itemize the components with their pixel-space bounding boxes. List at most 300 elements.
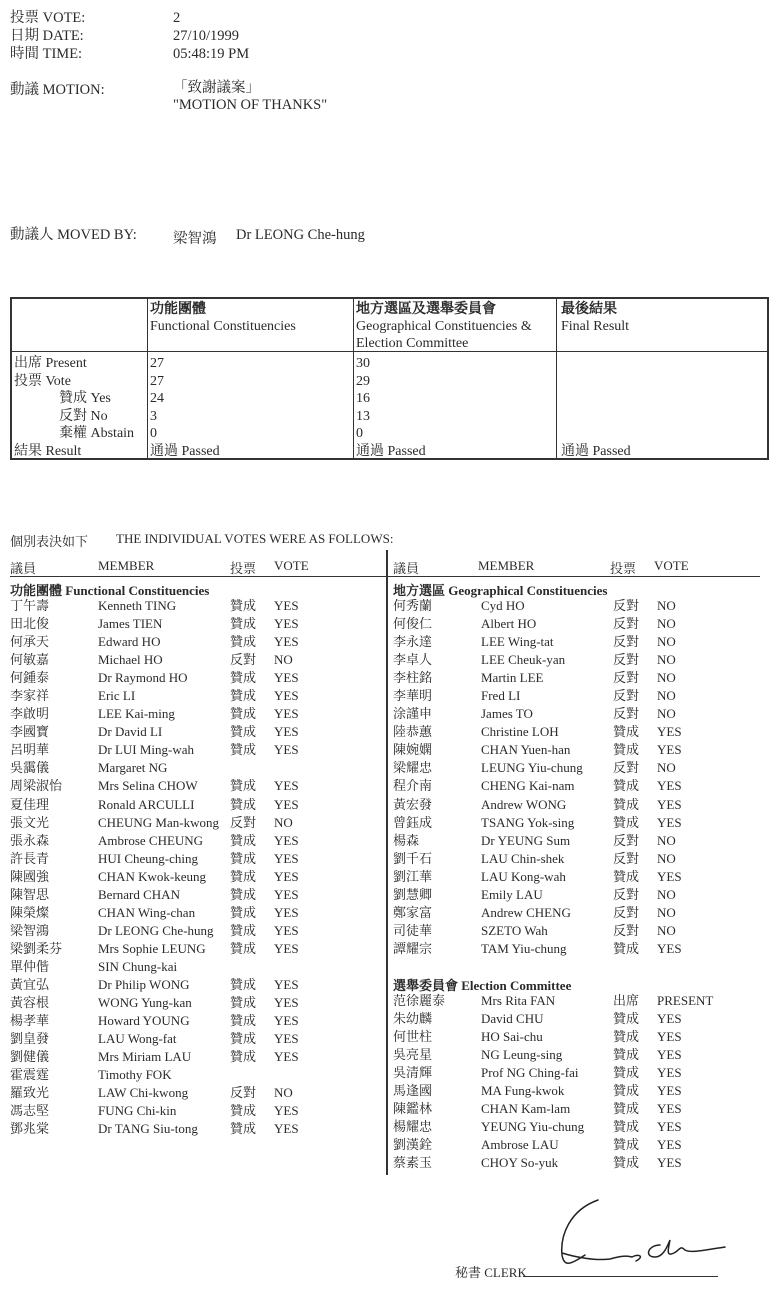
member-vote-row [10, 904, 380, 922]
vote-zh: 反對 [613, 634, 640, 650]
member-name-zh: 周梁淑怡 [10, 778, 63, 794]
vote-zh: 贊成 [230, 1031, 257, 1047]
time-value: 05:48:19 PM [173, 46, 250, 62]
member-name-zh: 李華明 [393, 688, 433, 704]
vote-zh: 贊成 [613, 940, 640, 956]
vote-en: YES [274, 634, 299, 650]
vote-zh: 反對 [613, 688, 640, 704]
geographical-member-list [393, 597, 773, 958]
member-name-en: YEUNG Yiu-chung [481, 1119, 585, 1135]
member-name-zh: 何敏嘉 [10, 652, 50, 668]
vote-en: YES [657, 742, 682, 758]
member-name-zh: 梁劉柔芬 [10, 940, 63, 956]
col-header-geographical: 地方選區及選舉委員會 Geographical Constituencies & Election Committee [356, 302, 532, 351]
vote-en: NO [274, 652, 293, 668]
vote-zh: 贊成 [613, 814, 640, 830]
member-name-en: Fred LI [481, 688, 521, 704]
vote-en: YES [274, 868, 299, 884]
member-vote-row [393, 850, 773, 868]
section-functional-title: 功能團體 Functional Constituencies [10, 583, 210, 598]
member-name-zh: 陳婉嫻 [393, 742, 433, 758]
row-label-result: 結果 Result [14, 443, 82, 459]
member-name-en: Albert HO [481, 616, 537, 632]
member-name-zh: 呂明華 [10, 742, 50, 758]
member-vote-row [393, 1046, 773, 1064]
member-name-zh: 劉江華 [393, 868, 433, 884]
member-name-en: Dr Raymond HO [98, 670, 188, 686]
member-vote-row [393, 705, 773, 723]
member-name-zh: 黃宜弘 [10, 976, 50, 992]
vote-zh: 贊成 [613, 724, 640, 740]
member-name-en: Dr TANG Siu-tong [98, 1121, 198, 1137]
vote-zh: 反對 [613, 850, 640, 866]
member-vote-row [10, 615, 380, 633]
member-name-en: NG Leung-sing [481, 1047, 563, 1063]
member-vote-row [393, 1154, 773, 1172]
member-name-zh: 陳鑑林 [393, 1101, 433, 1117]
member-vote-row [10, 777, 380, 795]
member-vote-row [393, 1118, 773, 1136]
member-name-en: Dr Philip WONG [98, 976, 190, 992]
vote-zh: 贊成 [230, 940, 257, 956]
vote-en: YES [657, 1101, 682, 1117]
member-vote-row [393, 940, 773, 958]
mover-name-en: Dr LEONG Che-hung [236, 227, 365, 243]
member-name-zh: 朱幼麟 [393, 1011, 433, 1027]
col-header-member-zh: 議員 [10, 561, 37, 576]
col-header-vote-en: VOTE [654, 558, 689, 573]
vote-zh: 反對 [613, 760, 640, 776]
vote-en: YES [657, 1029, 682, 1045]
vote-en: YES [274, 850, 299, 866]
member-name-zh: 劉千石 [393, 850, 433, 866]
vote-zh: 贊成 [613, 742, 640, 758]
motion-title-zh: 「致謝議案」 [173, 80, 260, 96]
vote-zh: 贊成 [230, 1049, 257, 1065]
member-vote-row [10, 1066, 380, 1084]
member-vote-row [10, 958, 380, 976]
member-name-en: Christine LOH [481, 724, 559, 740]
vote-zh: 贊成 [613, 1047, 640, 1063]
motion-label: 動議 MOTION: [10, 82, 105, 98]
member-vote-row [393, 597, 773, 615]
member-name-en: Ronald ARCULLI [98, 796, 195, 812]
vote-en: NO [657, 616, 676, 632]
vote-en: YES [657, 1011, 682, 1027]
vote-en: YES [657, 1119, 682, 1135]
vote-en: NO [657, 670, 676, 686]
vote-en: YES [274, 886, 299, 902]
member-vote-row [10, 1120, 380, 1138]
member-name-en: Emily LAU [481, 886, 543, 902]
vote-zh: 贊成 [230, 1013, 257, 1029]
member-vote-row [10, 633, 380, 651]
member-name-en: TSANG Yok-sing [481, 814, 575, 830]
member-vote-row [10, 759, 380, 777]
vote-en: YES [274, 706, 299, 722]
vote-en: YES [274, 832, 299, 848]
member-name-en: Kenneth TING [98, 598, 177, 613]
member-name-zh: 陸恭蕙 [393, 724, 433, 740]
vote-zh: 贊成 [230, 995, 257, 1011]
column-divider [386, 550, 388, 1175]
section-geographical-title: 地方選區 Geographical Constituencies [393, 583, 608, 598]
member-vote-row [10, 796, 380, 814]
member-name-zh: 曾鈺成 [393, 814, 433, 830]
vote-en: NO [657, 706, 676, 722]
vote-zh: 反對 [230, 1085, 257, 1101]
vote-number-label: 投票 VOTE: [10, 10, 86, 26]
vote-en: YES [657, 796, 682, 812]
member-name-en: Andrew WONG [481, 796, 567, 812]
member-name-en: CHAN Wing-chan [98, 904, 196, 920]
vote-zh: 贊成 [613, 1029, 640, 1045]
member-name-en: Howard YOUNG [98, 1013, 190, 1029]
member-name-zh: 鄭家富 [393, 904, 433, 920]
member-vote-row [393, 886, 773, 904]
vote-zh: 贊成 [230, 706, 257, 722]
member-name-zh: 黃宏發 [393, 796, 433, 812]
member-name-en: Bernard CHAN [98, 886, 180, 902]
member-vote-row [393, 615, 773, 633]
member-name-zh: 梁耀忠 [393, 760, 433, 776]
vote-zh: 贊成 [230, 616, 257, 632]
vote-en: NO [657, 832, 676, 848]
vote-en: YES [274, 670, 299, 686]
vote-en: YES [274, 742, 299, 758]
member-name-zh: 何承天 [10, 634, 50, 650]
vote-zh: 贊成 [613, 1101, 640, 1117]
member-name-zh: 黃容根 [10, 995, 50, 1011]
election-member-list [393, 992, 773, 1172]
vote-zh: 贊成 [613, 1137, 640, 1153]
vote-zh: 贊成 [230, 742, 257, 758]
member-vote-row [10, 741, 380, 759]
individual-votes-title-en: THE INDIVIDUAL VOTES WERE AS FOLLOWS: [116, 531, 394, 546]
vote-en: YES [657, 1065, 682, 1081]
vote-zh: 反對 [613, 706, 640, 722]
member-name-en: Edward HO [98, 634, 161, 650]
vote-en: NO [657, 922, 676, 938]
member-name-en: CHAN Yuen-han [481, 742, 571, 758]
functional-counts: 27 27 24 3 0 通過 Passed [150, 356, 220, 459]
vote-zh: 贊成 [613, 1155, 640, 1171]
vote-en: NO [657, 634, 676, 650]
member-name-en: Andrew CHENG [481, 904, 571, 920]
member-name-zh: 吳清輝 [393, 1065, 433, 1081]
member-vote-row [393, 814, 773, 832]
member-name-zh: 田北俊 [10, 616, 50, 632]
vote-zh: 贊成 [230, 796, 257, 812]
vote-zh: 贊成 [230, 1103, 257, 1119]
member-vote-row [10, 597, 380, 615]
vote-en: YES [274, 616, 299, 632]
table-divider [147, 299, 148, 458]
vote-en: PRESENT [657, 993, 714, 1008]
col-header-member-zh: 議員 [393, 561, 420, 576]
member-vote-row [10, 994, 380, 1012]
member-name-en: LAU Chin-shek [481, 850, 565, 866]
row-label-no: 反對 No [59, 408, 108, 424]
member-vote-row [393, 687, 773, 705]
member-name-en: CHAN Kwok-keung [98, 868, 206, 884]
member-name-zh: 楊孝華 [10, 1013, 50, 1029]
member-name-zh: 何世柱 [393, 1029, 433, 1045]
member-name-zh: 馮志堅 [10, 1103, 50, 1119]
vote-en: YES [274, 724, 299, 740]
col-header-vote-zh: 投票 [610, 561, 637, 576]
member-name-zh: 張永森 [10, 832, 50, 848]
row-label-yes: 贊成 Yes [59, 391, 111, 406]
member-vote-row [393, 1136, 773, 1154]
member-vote-row [10, 1102, 380, 1120]
vote-number-value: 2 [173, 10, 181, 26]
date-label: 日期 DATE: [10, 28, 84, 44]
vote-zh: 贊成 [613, 868, 640, 884]
member-vote-row [10, 1030, 380, 1048]
member-name-en: James TIEN [98, 616, 163, 632]
member-name-zh: 許長青 [10, 850, 50, 866]
member-name-zh: 楊耀忠 [393, 1119, 433, 1135]
individual-votes-title-zh: 個別表決如下 [10, 534, 89, 549]
vote-en: NO [657, 904, 676, 920]
vote-zh: 反對 [613, 904, 640, 920]
member-name-zh: 程介南 [393, 778, 433, 794]
member-name-en: HO Sai-chu [481, 1029, 543, 1045]
vote-zh: 贊成 [613, 1083, 640, 1099]
vote-zh: 贊成 [230, 904, 257, 920]
member-name-en: Margaret NG [98, 760, 168, 776]
col-header-functional: 功能團體 Functional Constituencies [150, 302, 296, 334]
member-name-zh: 李柱銘 [393, 670, 433, 686]
member-name-en: LEE Cheuk-yan [481, 652, 566, 668]
member-name-en: CHAN Kam-lam [481, 1101, 571, 1117]
member-name-zh: 李國寶 [10, 724, 50, 740]
vote-en: YES [657, 1155, 682, 1171]
date-value: 27/10/1999 [173, 28, 240, 44]
row-label-vote: 投票 Vote [14, 373, 71, 389]
member-name-zh: 司徒華 [393, 922, 433, 938]
member-name-zh: 陳智思 [10, 886, 50, 902]
member-name-en: MA Fung-kwok [481, 1083, 565, 1099]
vote-en: YES [274, 904, 299, 920]
member-vote-row [10, 940, 380, 958]
member-name-zh: 李啟明 [10, 706, 50, 722]
vote-en: YES [274, 940, 299, 956]
member-name-zh: 羅致光 [10, 1085, 50, 1101]
member-name-en: Ambrose LAU [481, 1137, 559, 1153]
member-vote-row [393, 904, 773, 922]
vote-en: YES [274, 1013, 299, 1029]
member-name-en: Michael HO [98, 652, 163, 668]
member-name-en: SIN Chung-kai [98, 958, 178, 974]
vote-zh: 贊成 [613, 778, 640, 794]
member-name-zh: 單仲偕 [10, 958, 50, 974]
member-vote-row [10, 976, 380, 994]
time-label: 時間 TIME: [10, 46, 83, 62]
member-vote-row [393, 1100, 773, 1118]
member-name-en: Martin LEE [481, 670, 544, 686]
member-vote-row [10, 651, 380, 669]
final-result: 通過 Passed [561, 443, 631, 459]
member-name-en: Mrs Rita FAN [481, 993, 556, 1008]
vote-zh: 贊成 [230, 778, 257, 794]
member-vote-row [10, 922, 380, 940]
vote-zh: 反對 [613, 652, 640, 668]
member-vote-row [10, 669, 380, 687]
vote-zh: 反對 [230, 652, 257, 668]
vote-en: YES [657, 1047, 682, 1063]
member-name-zh: 蔡素玉 [393, 1155, 433, 1171]
vote-en: YES [657, 868, 682, 884]
vote-en: YES [274, 976, 299, 992]
vote-en: YES [274, 688, 299, 704]
summary-row-labels [14, 355, 134, 460]
mover-name-zh: 梁智鴻 [173, 231, 217, 247]
vote-zh: 贊成 [613, 796, 640, 812]
vote-zh: 反對 [230, 814, 257, 830]
member-name-zh: 張文光 [10, 814, 50, 830]
col-header-vote-zh: 投票 [230, 561, 257, 576]
vote-en: NO [657, 850, 676, 866]
member-name-en: LEUNG Yiu-chung [481, 760, 583, 776]
member-name-en: TAM Yiu-chung [481, 940, 567, 956]
vote-en: YES [657, 724, 682, 740]
member-name-en: LAU Kong-wah [481, 868, 566, 884]
member-name-zh: 楊森 [393, 832, 420, 848]
member-vote-row [10, 723, 380, 741]
vote-zh: 贊成 [230, 598, 257, 613]
member-name-en: WONG Yung-kan [98, 995, 192, 1011]
member-vote-row [10, 687, 380, 705]
member-vote-row [393, 651, 773, 669]
vote-zh: 贊成 [230, 832, 257, 848]
member-name-en: Timothy FOK [98, 1067, 172, 1083]
vote-zh: 贊成 [230, 670, 257, 686]
member-name-zh: 梁智鴻 [10, 922, 50, 938]
member-vote-row [10, 1048, 380, 1066]
vote-en: NO [657, 688, 676, 704]
member-name-en: LEE Kai-ming [98, 706, 175, 722]
member-name-en: David CHU [481, 1011, 544, 1027]
vote-zh: 贊成 [230, 922, 257, 938]
member-name-zh: 劉漢銓 [393, 1137, 433, 1153]
member-name-en: Dr LUI Ming-wah [98, 742, 195, 758]
member-vote-row [393, 759, 773, 777]
member-name-zh: 何俊仁 [393, 616, 433, 632]
vote-zh: 出席 [613, 993, 640, 1008]
vote-en: YES [657, 1083, 682, 1099]
vote-zh: 反對 [613, 886, 640, 902]
member-name-en: Cyd HO [481, 598, 525, 613]
vote-zh: 贊成 [613, 1011, 640, 1027]
geographical-counts: 30 29 16 13 0 通過 Passed [356, 356, 426, 459]
vote-en: YES [274, 1121, 299, 1137]
member-name-en: CHOY So-yuk [481, 1155, 559, 1171]
member-vote-row [393, 777, 773, 795]
member-vote-row [393, 1010, 773, 1028]
member-vote-row [10, 1012, 380, 1030]
member-vote-row [393, 1064, 773, 1082]
member-name-zh: 馬逢國 [393, 1083, 433, 1099]
member-name-en: CHEUNG Man-kwong [98, 814, 219, 830]
member-vote-row [10, 850, 380, 868]
member-vote-row [393, 723, 773, 741]
vote-en: YES [274, 598, 299, 613]
vote-zh: 贊成 [230, 976, 257, 992]
member-vote-row [10, 832, 380, 850]
vote-en: YES [274, 1049, 299, 1065]
member-name-en: CHENG Kai-nam [481, 778, 575, 794]
functional-member-list [10, 597, 380, 1138]
member-name-zh: 吳靄儀 [10, 760, 50, 776]
vote-en: YES [274, 1103, 299, 1119]
vote-en: YES [657, 1137, 682, 1153]
member-vote-row [393, 796, 773, 814]
member-vote-row [10, 886, 380, 904]
member-name-en: Dr LEONG Che-hung [98, 922, 214, 938]
vote-en: NO [657, 760, 676, 776]
col-header-vote-en: VOTE [274, 558, 309, 573]
member-vote-row [393, 1082, 773, 1100]
member-name-en: LAW Chi-kwong [98, 1085, 189, 1101]
member-name-en: HUI Cheung-ching [98, 850, 199, 866]
member-vote-row [393, 922, 773, 940]
member-name-zh: 劉健儀 [10, 1049, 50, 1065]
member-vote-row [10, 1084, 380, 1102]
col-header-member-en: MEMBER [478, 558, 535, 573]
member-name-zh: 夏佳理 [10, 796, 50, 812]
summary-table [10, 297, 769, 460]
member-name-en: Eric LI [98, 688, 136, 704]
vote-en: NO [657, 886, 676, 902]
header-rule [10, 576, 760, 577]
table-divider [353, 299, 354, 458]
member-name-en: Ambrose CHEUNG [98, 832, 204, 848]
member-name-en: Prof NG Ching-fai [481, 1065, 579, 1081]
member-name-en: LAU Wong-fat [98, 1031, 177, 1047]
clerk-signature [540, 1195, 770, 1280]
member-vote-row [393, 741, 773, 759]
vote-en: NO [274, 814, 293, 830]
vote-en: YES [274, 1031, 299, 1047]
member-name-en: Mrs Miriam LAU [98, 1049, 192, 1065]
member-name-en: SZETO Wah [481, 922, 548, 938]
section-election-title: 選舉委員會 Election Committee [393, 978, 572, 993]
member-name-zh: 劉慧卿 [393, 886, 433, 902]
col-header-final: 最後結果 Final Result [561, 302, 630, 334]
member-name-zh: 丁午壽 [10, 598, 50, 613]
col-header-member-en: MEMBER [98, 558, 155, 573]
vote-zh: 反對 [613, 670, 640, 686]
vote-en: YES [274, 778, 299, 794]
member-name-en: Dr David LI [98, 724, 163, 740]
vote-en: NO [657, 652, 676, 668]
vote-zh: 贊成 [613, 1065, 640, 1081]
vote-zh: 反對 [613, 598, 640, 613]
vote-zh: 反對 [613, 922, 640, 938]
vote-zh: 贊成 [230, 1121, 257, 1137]
vote-zh: 贊成 [613, 1119, 640, 1135]
vote-en: NO [657, 598, 676, 613]
member-name-en: James TO [481, 706, 533, 722]
member-vote-row [393, 1028, 773, 1046]
member-vote-row [393, 992, 773, 1010]
clerk-label: 秘書 CLERK [455, 1265, 527, 1280]
row-label-abstain: 棄權 Abstain [59, 426, 135, 441]
vote-en: YES [657, 778, 682, 794]
vote-zh: 贊成 [230, 886, 257, 902]
